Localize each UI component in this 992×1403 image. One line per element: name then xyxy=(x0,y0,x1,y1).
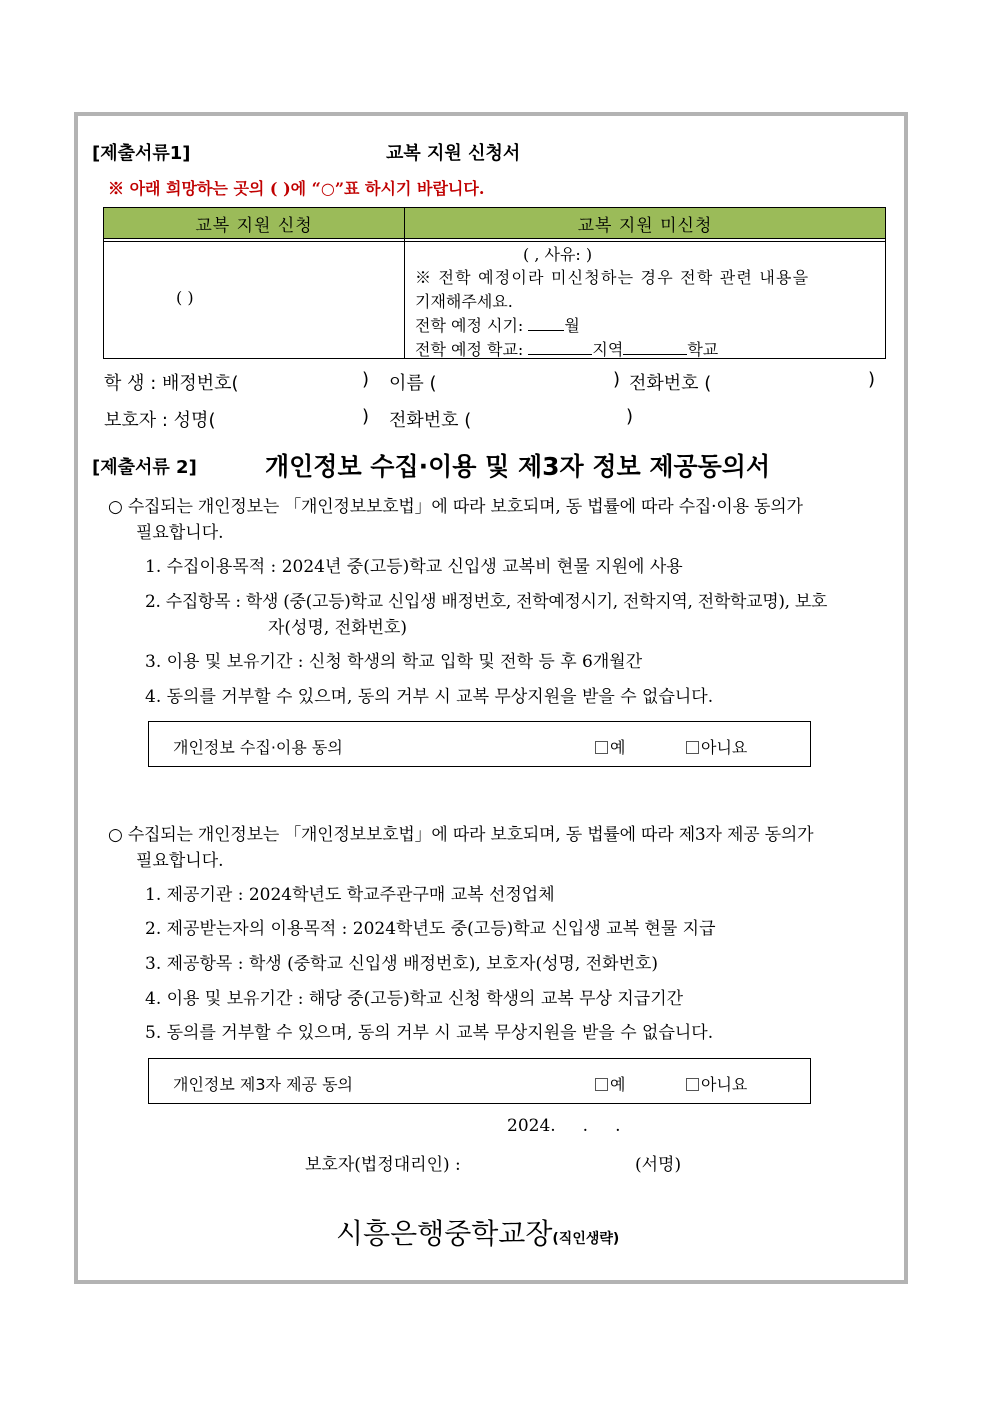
not-apply-reason: ( , 사유: ) xyxy=(523,245,593,264)
student-phone-close: ) xyxy=(868,369,876,390)
section1-item-2-cont: 자(성명, 전화번호) xyxy=(268,618,408,638)
collection-consent-label: 개인정보 수집·이용 동의 xyxy=(173,738,343,757)
guardian-sign-label: 보호자(법정대리인) : xyxy=(305,1155,461,1175)
transfer-region-unit: 지역 xyxy=(592,340,624,359)
section2-item-2: 2. 제공받는자의 이용목적 : 2024학년도 중(고등)학교 신입생 교복 현물 지급 xyxy=(145,919,716,939)
doc1-title: 교복 지원 신청서 xyxy=(386,143,521,164)
student-name-close: ) xyxy=(613,369,621,390)
not-apply-cell[interactable] xyxy=(405,239,886,359)
transfer-time-row xyxy=(415,313,580,336)
doc2-tag: [제출서류 2] xyxy=(92,457,197,478)
student-phone-label: 전화번호 ( xyxy=(629,373,712,394)
section1-item-3: 3. 이용 및 보유기간 : 신청 학생의 학교 입학 및 전학 등 후 6개월간 xyxy=(145,652,643,672)
guardian-phone-close: ) xyxy=(626,406,634,427)
section2-item-5: 5. 동의를 거부할 수 있으며, 동의 거부 시 교복 무상지원을 받을 수 없습니다. xyxy=(145,1023,714,1043)
apply-cell[interactable] xyxy=(104,239,405,359)
third-party-consent-label: 개인정보 제3자 제공 동의 xyxy=(173,1075,353,1094)
third-party-consent-no[interactable]: 아니요 xyxy=(686,1072,747,1095)
transfer-school-label: 전학 예정 학교: xyxy=(415,340,524,359)
principal-seal-note: (직인생략) xyxy=(552,1231,620,1247)
transfer-note-line2: 기재해주세요. xyxy=(415,292,513,311)
guardian-name-close: ) xyxy=(362,406,370,427)
doc1-tag: [제출서류1] xyxy=(92,143,191,164)
application-table xyxy=(103,207,886,359)
transfer-time-unit: 월 xyxy=(564,316,580,335)
checkbox-icon[interactable] xyxy=(686,1078,699,1091)
checkbox-icon[interactable] xyxy=(595,741,608,754)
transfer-school-blank[interactable] xyxy=(623,340,687,355)
student-assign-close: ) xyxy=(362,369,370,390)
student-assign-label: 학 생 : 배정번호( xyxy=(104,373,239,394)
section1-item-4: 4. 동의를 거부할 수 있으며, 동의 거부 시 교복 무상지원을 받을 수 없습니다. xyxy=(145,687,714,707)
section2-intro-line1: ○ 수집되는 개인정보는 「개인정보보호법」에 따라 보호되며, 동 법률에 따라 제3자 제공 동의가 xyxy=(108,825,814,845)
transfer-school-unit: 학교 xyxy=(687,340,719,359)
principal-name: 시흥은행중학교장 xyxy=(336,1217,553,1250)
guardian-name-label: 보호자 : 성명( xyxy=(104,410,216,431)
date-line: 2024. . . xyxy=(507,1116,621,1136)
sign-mark: (서명) xyxy=(635,1155,682,1175)
doc1-instruction: ※ 아래 희망하는 곳의 ( )에 “○”표 하시기 바랍니다. xyxy=(108,179,485,198)
section1-item-2: 2. 수집항목 : 학생 (중(고등)학교 신입생 배정번호, 전학예정시기, 전학지역, 전학학교명), 보호 xyxy=(145,592,828,612)
transfer-time-label: 전학 예정 시기: xyxy=(415,316,524,335)
section2-item-3: 3. 제공항목 : 학생 (중학교 신입생 배정번호), 보호자(성명, 전화번호) xyxy=(145,954,659,974)
transfer-note-line1: ※ 전학 예정이라 미신청하는 경우 전학 관련 내용을 xyxy=(415,268,810,287)
transfer-school-row xyxy=(415,337,718,360)
collection-consent-box xyxy=(148,721,811,767)
col-apply-header: 교복 지원 신청 xyxy=(104,208,405,239)
collection-consent-yes[interactable]: 예 xyxy=(595,735,625,758)
principal-signature xyxy=(336,1212,619,1252)
third-party-consent-yes[interactable]: 예 xyxy=(595,1072,625,1095)
apply-blank: ( ) xyxy=(176,288,194,307)
section1-intro-line1: ○ 수집되는 개인정보는 「개인정보보호법」에 따라 보호되며, 동 법률에 따라 수집·이용 동의가 xyxy=(108,497,803,517)
section2-item-1: 1. 제공기관 : 2024학년도 학교주관구매 교복 선정업체 xyxy=(145,885,555,905)
collection-consent-no[interactable]: 아니요 xyxy=(686,735,747,758)
section2-intro-line2: 필요합니다. xyxy=(136,851,224,871)
checkbox-icon[interactable] xyxy=(686,741,699,754)
third-party-consent-box xyxy=(148,1058,811,1104)
transfer-region-blank[interactable] xyxy=(528,340,592,355)
checkbox-icon[interactable] xyxy=(595,1078,608,1091)
col-not-apply-header: 교복 지원 미신청 xyxy=(405,208,886,239)
guardian-phone-label: 전화번호 ( xyxy=(389,410,472,431)
student-name-label: 이름 ( xyxy=(389,373,437,394)
section1-intro-line2: 필요합니다. xyxy=(136,523,224,543)
section1-item-1: 1. 수집이용목적 : 2024년 중(고등)학교 신입생 교복비 현물 지원에 사용 xyxy=(145,557,683,577)
section2-item-4: 4. 이용 및 보유기간 : 해당 중(고등)학교 신청 학생의 교복 무상 지급기간 xyxy=(145,989,684,1009)
doc2-title: 개인정보 수집·이용 및 제3자 정보 제공동의서 xyxy=(265,452,771,481)
transfer-time-blank[interactable] xyxy=(528,316,564,331)
